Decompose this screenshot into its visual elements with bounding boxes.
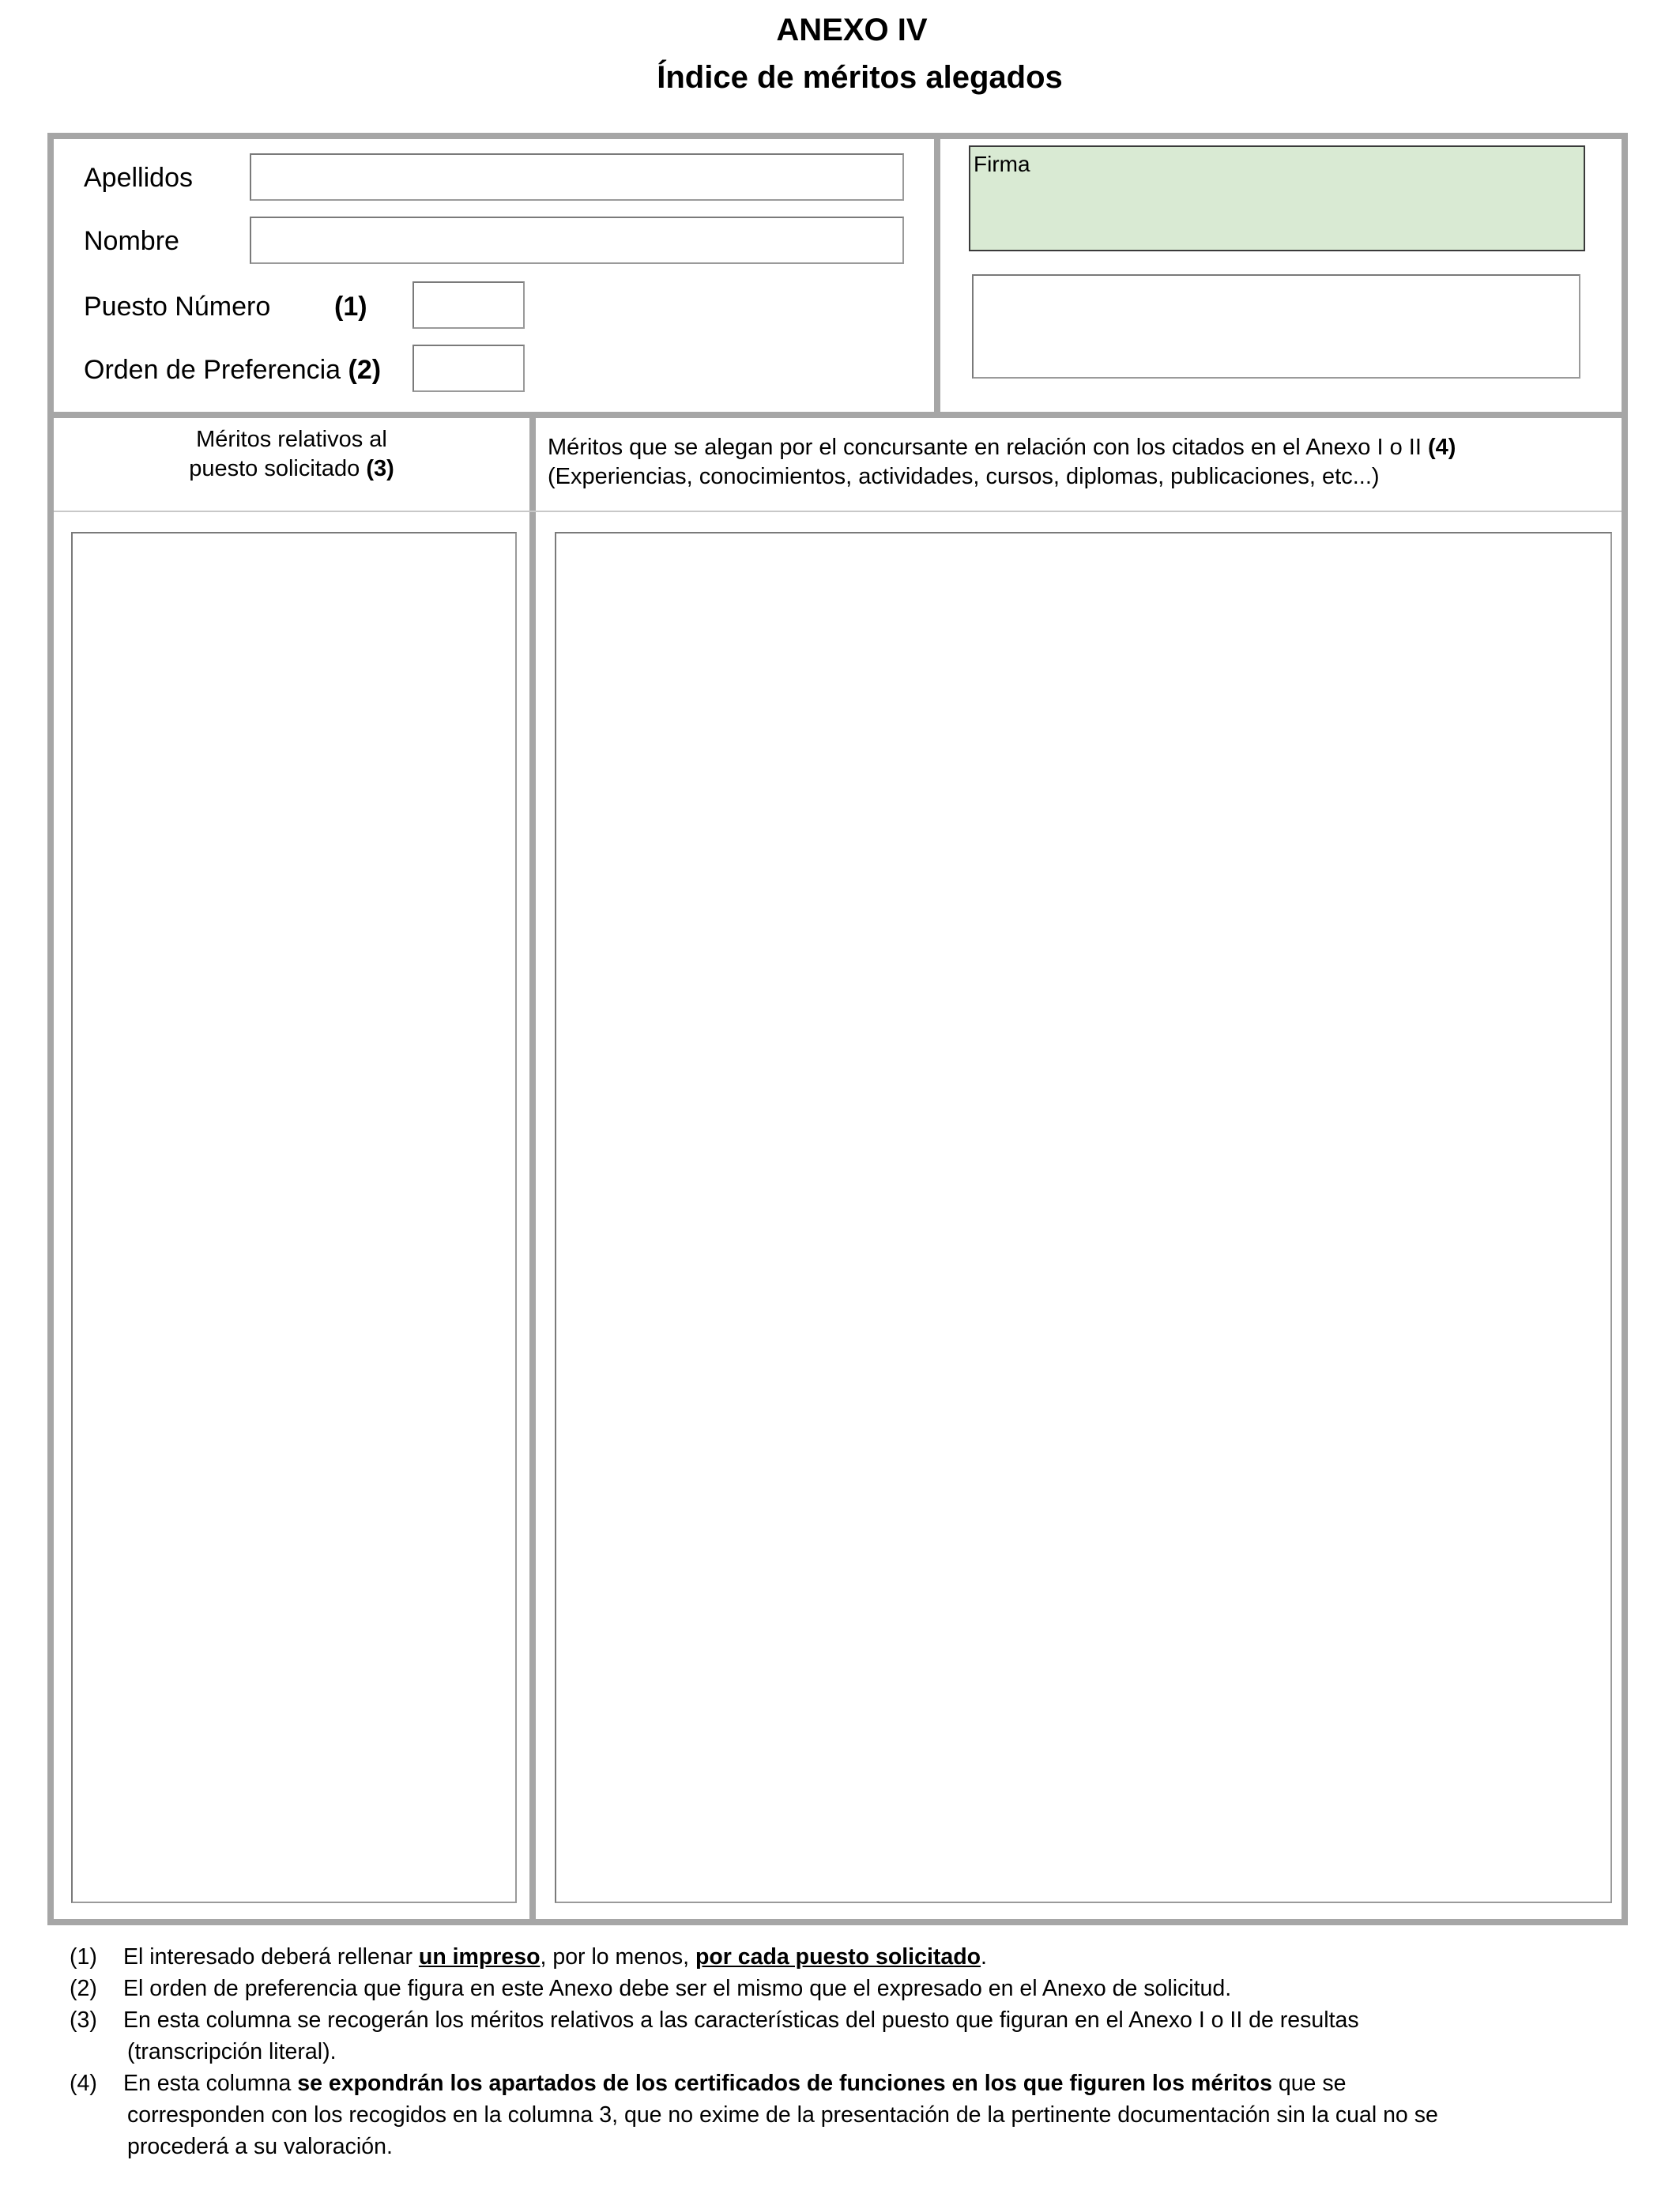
footnote-1-c: , por lo menos, [540, 1944, 695, 1970]
footnote-3-number: (3) [70, 2007, 97, 2033]
annex-title: ANEXO IV [776, 13, 928, 47]
footnote-3-line2: (transcripción literal). [127, 2039, 337, 2064]
footnote-1-text [123, 1941, 987, 1973]
left-column-ref: (3) [366, 456, 394, 481]
footnote-1-number: (1) [70, 1944, 97, 1970]
puesto-numero-ref: (1) [334, 292, 367, 322]
column-header-separator [54, 511, 1622, 512]
footnote-1-e: . [981, 1944, 987, 1970]
firma-field[interactable] [972, 274, 1580, 379]
firma-box[interactable] [969, 145, 1585, 251]
column-divider [529, 412, 536, 1925]
footnote-4-line3: procederá a su valoración. [127, 2134, 393, 2159]
orden-preferencia-ref: (2) [348, 355, 382, 385]
nombre-field[interactable] [250, 217, 904, 264]
right-column-header [548, 433, 1456, 492]
footnote-4-c: que se [1271, 2071, 1347, 2096]
left-column-header-text: puesto solicitado [189, 456, 360, 481]
left-column-header [54, 425, 529, 484]
section-divider [47, 412, 1628, 418]
meritos-puesto-textarea[interactable] [71, 532, 517, 1903]
left-column-header-line2 [54, 454, 529, 484]
footnote-2-text: El orden de preferencia que figura en este Anexo debe ser el mismo que el expresado en el Anexo de solicitud. [123, 1976, 1232, 2001]
footnote-2-number: (2) [70, 1976, 97, 2001]
footnote-1-a: El interesado deberá rellenar [123, 1944, 419, 1970]
meritos-alegados-textarea[interactable] [555, 532, 1612, 1903]
footnote-4-text [123, 2068, 1346, 2099]
footnote-1-d: por cada puesto solicitado [695, 1944, 981, 1970]
footnote-4-line2: corresponden con los recogidos en la columna 3, que no exime de la presentación de la pertinente documentación sin la cual no se [127, 2102, 1438, 2128]
puesto-numero-label [84, 291, 367, 322]
orden-preferencia-text: Orden de Preferencia [84, 355, 341, 385]
firma-label: Firma [974, 152, 1030, 176]
footnotes [70, 1941, 1626, 2178]
apellidos-label: Apellidos [84, 163, 193, 193]
right-column-header-line2: (Experiencias, conocimientos, actividades, cursos, diplomas, publicaciones, etc...) [548, 464, 1380, 489]
footnote-4-number: (4) [70, 2071, 97, 2096]
right-column-header-line1 [548, 433, 1456, 462]
orden-preferencia-label [84, 354, 381, 386]
top-divider [934, 133, 940, 417]
annex-subtitle: Índice de méritos alegados [657, 60, 1063, 95]
right-column-header-text: Méritos que se alegan por el concursante en relación con los citados en el Anexo I o II [548, 435, 1422, 460]
nombre-label: Nombre [84, 226, 179, 256]
footnote-4-a: En esta columna [123, 2071, 298, 2096]
footnote-4-b: se expondrán los apartados de los certificados de funciones en los que figuren los méritos [297, 2071, 1272, 2096]
footnote-3-line1: En esta columna se recogerán los méritos relativos a las características del puesto que figuran en el Anexo I o II de resultas [123, 2007, 1359, 2033]
puesto-numero-field[interactable] [412, 281, 525, 329]
puesto-numero-text: Puesto Número [84, 292, 271, 322]
left-column-header-line1: Méritos relativos al [196, 427, 387, 452]
apellidos-field[interactable] [250, 153, 904, 201]
footnote-1-b: un impreso [418, 1944, 541, 1970]
orden-preferencia-field[interactable] [412, 345, 525, 392]
right-column-ref: (4) [1427, 435, 1456, 460]
